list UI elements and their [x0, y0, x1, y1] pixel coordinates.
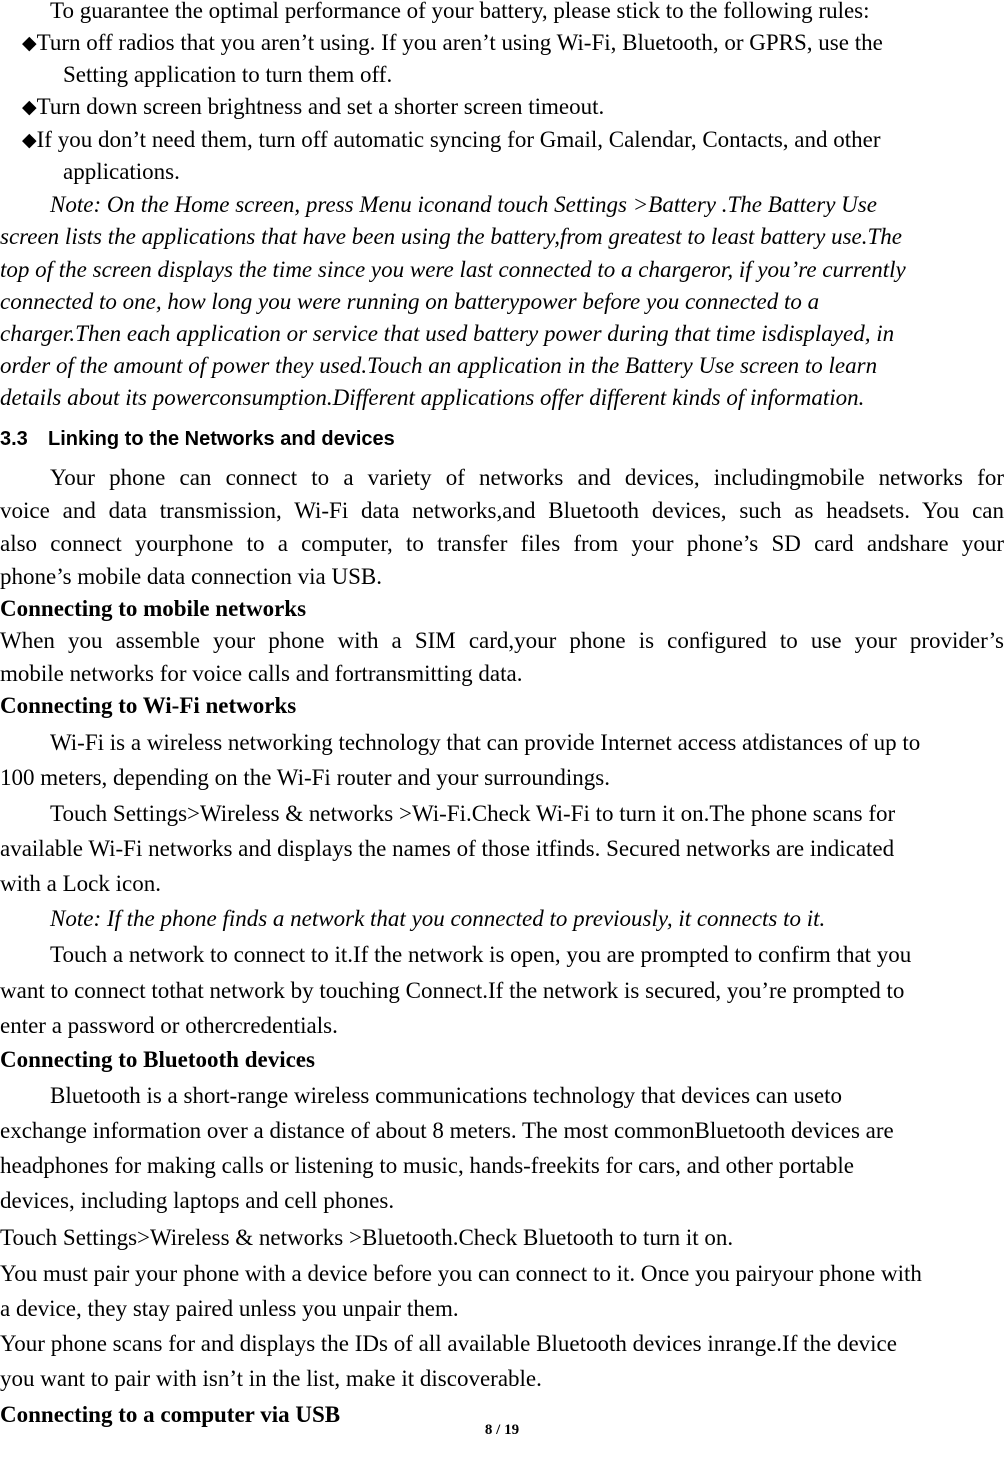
paragraph-line: enter a password or othercredentials. [0, 1013, 338, 1038]
paragraph-line: devices, including laptops and cell phones. [0, 1188, 395, 1213]
list-item: ◆Turn down screen brightness and set a shorter screen timeout. [22, 94, 605, 119]
page-number: 8 / 19 [484, 1422, 520, 1438]
list-item: ◆If you don’t need them, turn off automatic syncing for Gmail, Calendar, Contacts, and other [22, 127, 881, 152]
battery-note-line: Note: On the Home screen, press Menu iconand touch Settings >Battery .The Battery Use [50, 192, 877, 217]
paragraph-line: mobile networks for voice calls and fortransmitting data. [0, 661, 523, 686]
paragraph-line: Touch Settings>Wireless & networks >Wi-Fi.Check Wi-Fi to turn it on.The phone scans for [50, 801, 896, 826]
paragraph-line: Touch Settings>Wireless & networks >Bluetooth.Check Bluetooth to turn it on. [0, 1225, 734, 1250]
paragraph-line: Bluetooth is a short-range wireless communications technology that devices can useto [50, 1083, 843, 1108]
battery-note-line: connected to one, how long you were running on batterypower before you connected to a [0, 289, 820, 314]
paragraph-line: headphones for making calls or listening to music, hands-freekits for cars, and other portable [0, 1153, 854, 1178]
paragraph-line: a device, they stay paired unless you unpair them. [0, 1296, 459, 1321]
battery-note-line: details about its powerconsumption.Different applications offer different kinds of information. [0, 385, 865, 410]
usb-heading: Connecting to a computer via USB [0, 1402, 341, 1427]
bluetooth-heading: Connecting to Bluetooth devices [0, 1047, 315, 1072]
paragraph-line: want to connect tothat network by touching Connect.If the network is secured, you’re prompted to [0, 978, 905, 1003]
paragraph-line: Your phone can connect to a variety of networks and devices, includingmobile networks for [50, 465, 1004, 490]
section-number: 3.3 [0, 428, 28, 450]
paragraph-line: 100 meters, depending on the Wi-Fi router and your surroundings. [0, 765, 610, 790]
paragraph-line: Wi-Fi is a wireless networking technology that can provide Internet access atdistances of up to [50, 730, 921, 755]
mobile-heading: Connecting to mobile networks [0, 596, 307, 621]
paragraph-line: voice and data transmission, Wi-Fi data networks,and Bluetooth devices, such as headsets. You can [0, 498, 1004, 523]
section-heading [0, 425, 1004, 455]
paragraph-line: with a Lock icon. [0, 871, 161, 896]
wifi-heading: Connecting to Wi-Fi networks [0, 693, 297, 718]
battery-note-line: order of the amount of power they used.Touch an application in the Battery Use screen to learn [0, 353, 878, 378]
paragraph-line: Your phone scans for and displays the IDs of all available Bluetooth devices inrange.If the device [0, 1331, 897, 1356]
battery-intro: To guarantee the optimal performance of your battery, please stick to the following rules: [50, 0, 870, 23]
diamond-bullet-icon: ◆ [22, 129, 37, 151]
paragraph-line: also connect yourphone to a computer, to transfer files from your phone’s SD card andshare your [0, 531, 1004, 556]
wifi-note: Note: If the phone finds a network that you connected to previously, it connects to it. [50, 906, 826, 931]
paragraph-line: exchange information over a distance of about 8 meters. The most commonBluetooth devices are [0, 1118, 894, 1143]
list-item-continuation: applications. [63, 159, 180, 184]
paragraph-line: available Wi-Fi networks and displays the names of those itfinds. Secured networks are indicated [0, 836, 895, 861]
paragraph-line: When you assemble your phone with a SIM card,your phone is configured to use your provider’s [0, 628, 1004, 653]
paragraph-line: Touch a network to connect to it.If the network is open, you are prompted to confirm that you [50, 942, 912, 967]
list-item-continuation: Setting application to turn them off. [63, 62, 393, 87]
diamond-bullet-icon: ◆ [22, 96, 37, 118]
list-item: ◆Turn off radios that you aren’t using. If you aren’t using Wi-Fi, Bluetooth, or GPRS, use the [22, 30, 883, 55]
battery-note-line: screen lists the applications that have been using the battery,from greatest to least battery use.The [0, 224, 902, 249]
battery-note-line: top of the screen displays the time since you were last connected to a chargeror, if you’re currently [0, 257, 906, 282]
diamond-bullet-icon: ◆ [22, 32, 37, 54]
section-title: Linking to the Networks and devices [48, 428, 395, 450]
battery-note-line: charger.Then each application or service that used battery power during that time isdisplayed, in [0, 321, 895, 346]
paragraph-line: you want to pair with isn’t in the list, make it discoverable. [0, 1366, 542, 1391]
paragraph-line: You must pair your phone with a device before you can connect to it. Once you pairyour phone with [0, 1261, 922, 1286]
paragraph-line: phone’s mobile data connection via USB. [0, 564, 382, 589]
